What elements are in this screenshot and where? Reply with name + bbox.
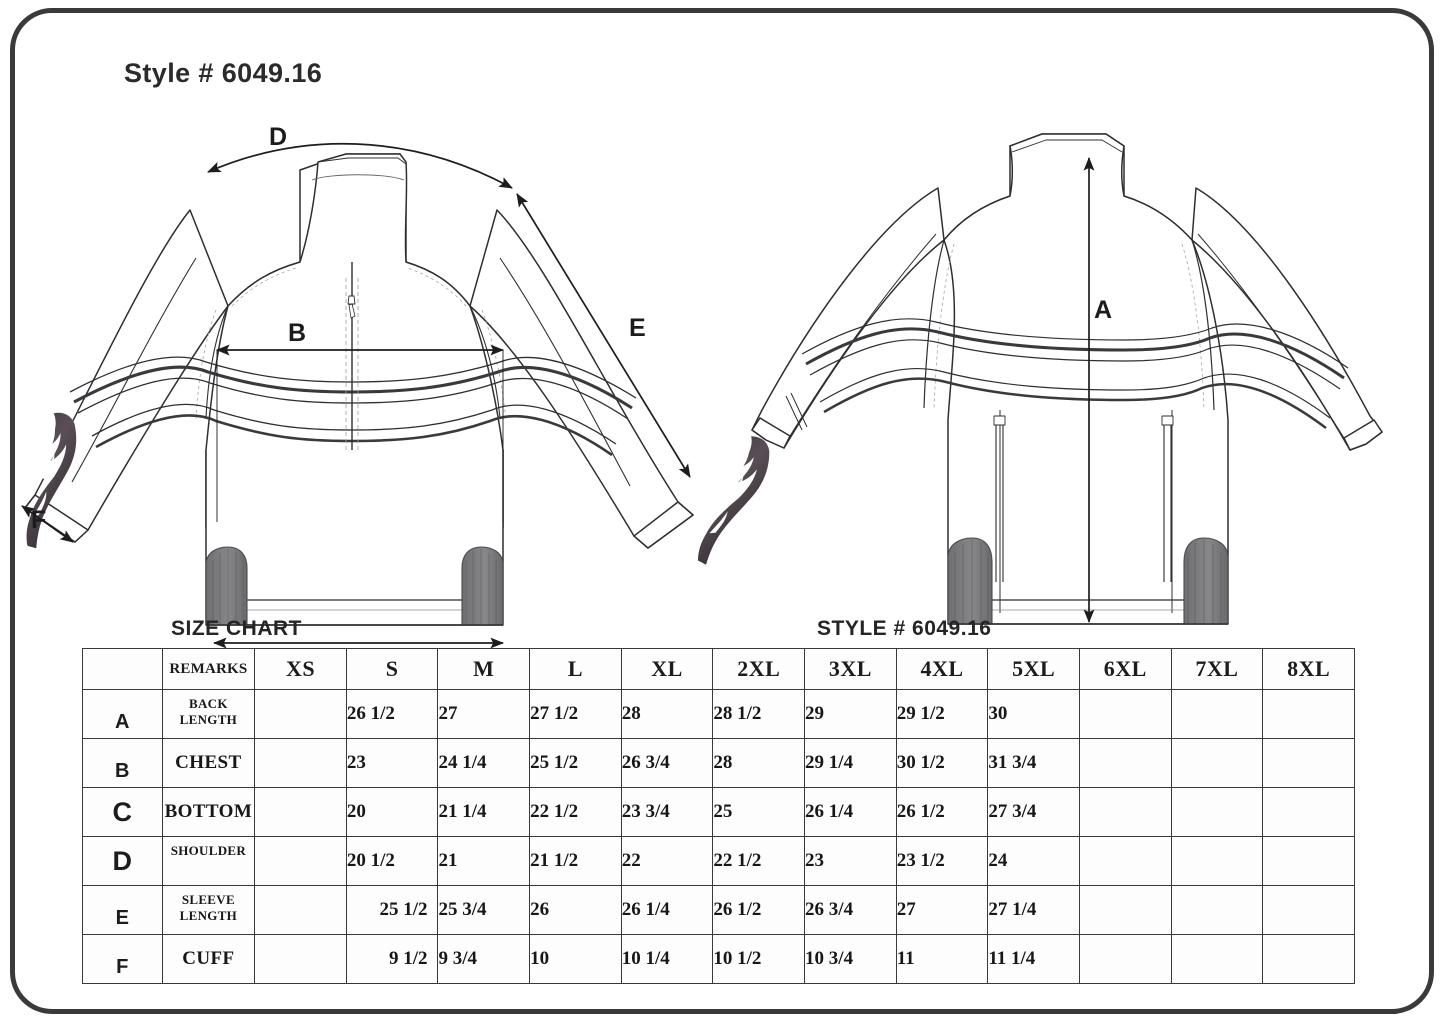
- row-remarks-e: SLEEVE LENGTH: [162, 886, 255, 935]
- measurement-cell: 23 3/4: [621, 788, 713, 837]
- page-title: Style # 6049.16: [124, 58, 323, 88]
- jacket-drawings-svg: [0, 110, 1445, 610]
- measurement-cell: 26 1/2: [896, 788, 988, 837]
- measurement-cell: 27: [438, 690, 530, 739]
- measurement-cell: 31 3/4: [988, 739, 1080, 788]
- measurement-cell: 10: [530, 935, 622, 984]
- style-number-heading: STYLE # 6049.16: [817, 617, 992, 640]
- dimension-label-E: E: [629, 314, 646, 342]
- measurement-cell-empty: [255, 886, 347, 935]
- measurement-cell-empty: [1079, 935, 1171, 984]
- measurement-cell: 11: [896, 935, 988, 984]
- row-letter-e: E: [83, 886, 163, 935]
- measurement-cell-empty: [1079, 788, 1171, 837]
- size-chart-heading: SIZE CHART: [171, 617, 302, 640]
- measurement-cell: 27 1/2: [530, 690, 622, 739]
- table-body: [83, 690, 1355, 984]
- measurement-cell: 22 1/2: [530, 788, 622, 837]
- measurement-cell-empty: [255, 739, 347, 788]
- measurement-cell-empty: [255, 837, 347, 886]
- measurement-cell: 26 1/4: [621, 886, 713, 935]
- table-row: [83, 788, 1355, 837]
- measurement-cell: 23: [346, 739, 438, 788]
- measurement-cell: 10 1/4: [621, 935, 713, 984]
- header-size-8xl: 8XL: [1263, 649, 1355, 690]
- table-header-row: [83, 649, 1355, 690]
- measurement-cell-empty: [1171, 935, 1263, 984]
- measurement-cell: 26 1/2: [346, 690, 438, 739]
- measurement-cell: 25 1/2: [346, 886, 438, 935]
- measurement-cell: 28: [621, 690, 713, 739]
- row-remarks-b: CHEST: [162, 739, 255, 788]
- measurement-cell: 23: [805, 837, 897, 886]
- measurement-cell: 20 1/2: [346, 837, 438, 886]
- dimension-label-B: B: [288, 319, 307, 347]
- measurement-cell: 25 1/2: [530, 739, 622, 788]
- measurement-cell-empty: [1263, 690, 1355, 739]
- measurement-cell: 27 3/4: [988, 788, 1080, 837]
- measurement-cell: 26 1/4: [805, 788, 897, 837]
- measurement-cell: 22: [621, 837, 713, 886]
- measurement-cell-empty: [1079, 739, 1171, 788]
- measurement-cell: 10 1/2: [713, 935, 805, 984]
- size-chart-table: [82, 648, 1355, 984]
- measurement-cell-empty: [1263, 788, 1355, 837]
- row-letter-a: A: [83, 690, 163, 739]
- header-size-4xl: 4XL: [896, 649, 988, 690]
- measurement-cell: 21 1/4: [438, 788, 530, 837]
- dimension-label-D: D: [269, 123, 288, 151]
- measurement-cell: 22 1/2: [713, 837, 805, 886]
- measurement-cell: 29: [805, 690, 897, 739]
- measurement-cell: 27 1/4: [988, 886, 1080, 935]
- header-remarks: REMARKS: [162, 649, 255, 690]
- measurement-cell-empty: [1079, 690, 1171, 739]
- jacket-front-technical-drawing: [20, 123, 772, 679]
- row-remarks-c: BOTTOM: [162, 788, 255, 837]
- measurement-cell-empty: [1263, 837, 1355, 886]
- measurement-cell: 24 1/4: [438, 739, 530, 788]
- header-size-2xl: 2XL: [713, 649, 805, 690]
- measurement-cell: 30: [988, 690, 1080, 739]
- measurement-cell: 25 3/4: [438, 886, 530, 935]
- row-letter-f: F: [83, 935, 163, 984]
- table-row: [83, 935, 1355, 984]
- header-size-xs: XS: [255, 649, 347, 690]
- measurement-cell: 29 1/4: [805, 739, 897, 788]
- header-letter-blank: [83, 649, 163, 690]
- measurement-cell: 23 1/2: [896, 837, 988, 886]
- row-remarks-a: BACK LENGTH: [162, 690, 255, 739]
- header-size-s: S: [346, 649, 438, 690]
- header-size-m: M: [438, 649, 530, 690]
- measurement-cell-empty: [1079, 837, 1171, 886]
- measurement-cell: 25: [713, 788, 805, 837]
- measurement-cell: 28: [713, 739, 805, 788]
- measurement-cell-empty: [1171, 690, 1263, 739]
- measurement-cell: 21 1/2: [530, 837, 622, 886]
- dimension-label-A: A: [1094, 296, 1113, 324]
- measurement-cell: 20: [346, 788, 438, 837]
- table-row: [83, 886, 1355, 935]
- row-remarks-d: SHOULDER: [162, 837, 255, 886]
- header-size-xl: XL: [621, 649, 713, 690]
- measurement-cell-empty: [255, 935, 347, 984]
- measurement-cell-empty: [1263, 886, 1355, 935]
- measurement-cell: 11 1/4: [988, 935, 1080, 984]
- measurement-cell: 30 1/2: [896, 739, 988, 788]
- size-chart-table-wrapper: [82, 648, 1355, 984]
- measurement-cell-empty: [1079, 886, 1171, 935]
- row-remarks-f: CUFF: [162, 935, 255, 984]
- measurement-cell-empty: [255, 788, 347, 837]
- measurement-cell-empty: [1171, 739, 1263, 788]
- jacket-back-technical-drawing: [752, 134, 1382, 624]
- header-size-7xl: 7XL: [1171, 649, 1263, 690]
- measurement-cell-empty: [1171, 788, 1263, 837]
- measurement-cell-empty: [1171, 837, 1263, 886]
- measurement-cell-empty: [1171, 886, 1263, 935]
- measurement-cell: 28 1/2: [713, 690, 805, 739]
- header-size-3xl: 3XL: [805, 649, 897, 690]
- measurement-cell: 29 1/2: [896, 690, 988, 739]
- measurement-cell: 10 3/4: [805, 935, 897, 984]
- row-letter-b: B: [83, 739, 163, 788]
- measurement-cell: 21: [438, 837, 530, 886]
- table-header: [83, 649, 1355, 690]
- header-size-6xl: 6XL: [1079, 649, 1171, 690]
- dimension-label-F: F: [31, 506, 47, 534]
- header-size-l: L: [530, 649, 622, 690]
- measurement-cell-empty: [1263, 935, 1355, 984]
- table-row: [83, 739, 1355, 788]
- measurement-cell: 27: [896, 886, 988, 935]
- measurement-cell: 26: [530, 886, 622, 935]
- measurement-cell: 26 3/4: [805, 886, 897, 935]
- measurement-cell: 26 1/2: [713, 886, 805, 935]
- measurement-cell: 9 3/4: [438, 935, 530, 984]
- measurement-cell: 24: [988, 837, 1080, 886]
- row-letter-c: C: [83, 788, 163, 837]
- measurement-cell: 26 3/4: [621, 739, 713, 788]
- header-size-5xl: 5XL: [988, 649, 1080, 690]
- table-row: [83, 690, 1355, 739]
- table-row: [83, 837, 1355, 886]
- row-letter-d: D: [83, 837, 163, 886]
- measurement-cell-empty: [255, 690, 347, 739]
- measurement-cell: 9 1/2: [346, 935, 438, 984]
- measurement-cell-empty: [1263, 739, 1355, 788]
- technical-drawings: [0, 110, 1445, 610]
